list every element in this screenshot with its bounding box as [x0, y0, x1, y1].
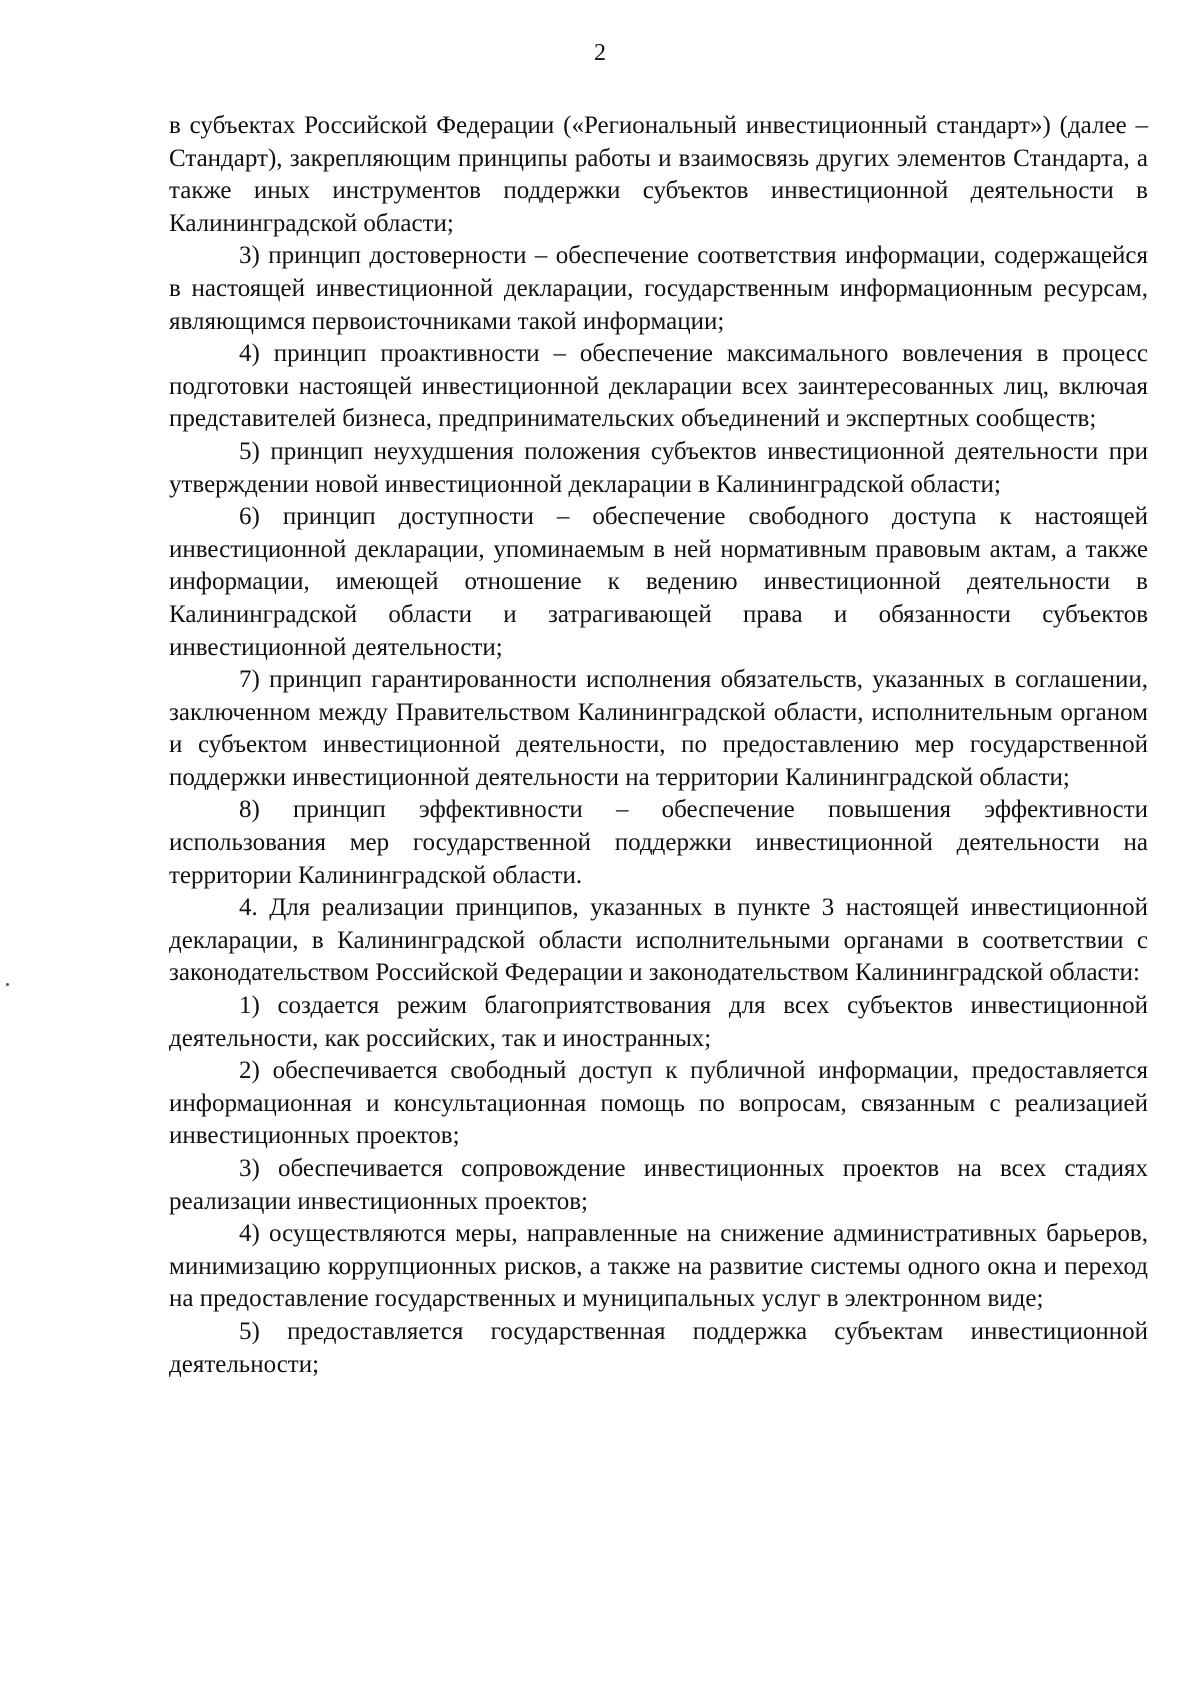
paragraph: 8) принцип эффективности – обеспечение повышения эффективности использования мер государственной поддержки инвестиционной деятельности на территории Калининградской области. [169, 796, 1148, 889]
scan-artifact-dot [6, 983, 9, 986]
paragraph: 2) обеспечивается свободный доступ к публичной информации, предоставляется информационная и консультационная помощь по вопросам, связанным с реализацией инвестиционных проектов; [169, 1057, 1148, 1150]
paragraph: в субъектах Российской Федерации («Региональный инвестиционный стандарт») (далее – Стандарт), закрепляющим принципы работы и взаимосвязь других элементов Стандарта, а также иных инструментов поддержки субъектов инвестиционной деятельности в Калининградской области; [169, 112, 1148, 237]
paragraph: 4) осуществляются меры, направленные на снижение административных барьеров, минимизацию коррупционных рисков, а также на развитие системы одного окна и переход на предоставление государственных и муниципальных услуг в электронном виде; [169, 1220, 1148, 1313]
document-body [169, 110, 1148, 1381]
paragraph: 7) принцип гарантированности исполнения обязательств, указанных в соглашении, заключенном между Правительством Калининградской области, исполнительным органом и субъектом инвестиционной деятельности, по предоставлению мер государственной поддержки инвестиционной деятельности на территории Калининградской области; [169, 666, 1148, 791]
paragraph: 3) принцип достоверности – обеспечение соответствия информации, содержащейся в настоящей инвестиционной декларации, государственным информационным ресурсам, являющимся первоисточниками такой информации; [169, 242, 1148, 335]
paragraph: 5) принцип неухудшения положения субъектов инвестиционной деятельности при утверждении новой инвестиционной декларации в Калининградской области; [169, 437, 1148, 498]
paragraph: 1) создается режим благоприятствования для всех субъектов инвестиционной деятельности, как российских, так и иностранных; [169, 992, 1148, 1052]
paragraph: 5) предоставляется государственная поддержка субъектам инвестиционной деятельности; [169, 1317, 1148, 1378]
paragraph: 4. Для реализации принципов, указанных в пункте 3 настоящей инвестиционной декларации, в Калининградской области исполнительными органами в соответствии с законодательством Российской Федерации и законодательством Калининградской области: [169, 894, 1148, 987]
paragraph: 6) принцип доступности – обеспечение свободного доступа к настоящей инвестиционной декларации, упоминаемым в ней нормативным правовым актам, а также информации, имеющей отношение к ведению инвестиционной деятельности в Калининградской области и затрагивающей права и обязанности субъектов инвестиционной деятельности; [169, 503, 1148, 661]
page-number: 2 [594, 40, 606, 66]
paragraph: 3) обеспечивается сопровождение инвестиционных проектов на всех стадиях реализации инвестиционных проектов; [169, 1155, 1148, 1215]
paragraph: 4) принцип проактивности – обеспечение максимального вовлечения в процесс подготовки настоящей инвестиционной декларации всех заинтересованных лиц, включая представителей бизнеса, предпринимательских объединений и экспертных сообществ; [169, 340, 1148, 433]
